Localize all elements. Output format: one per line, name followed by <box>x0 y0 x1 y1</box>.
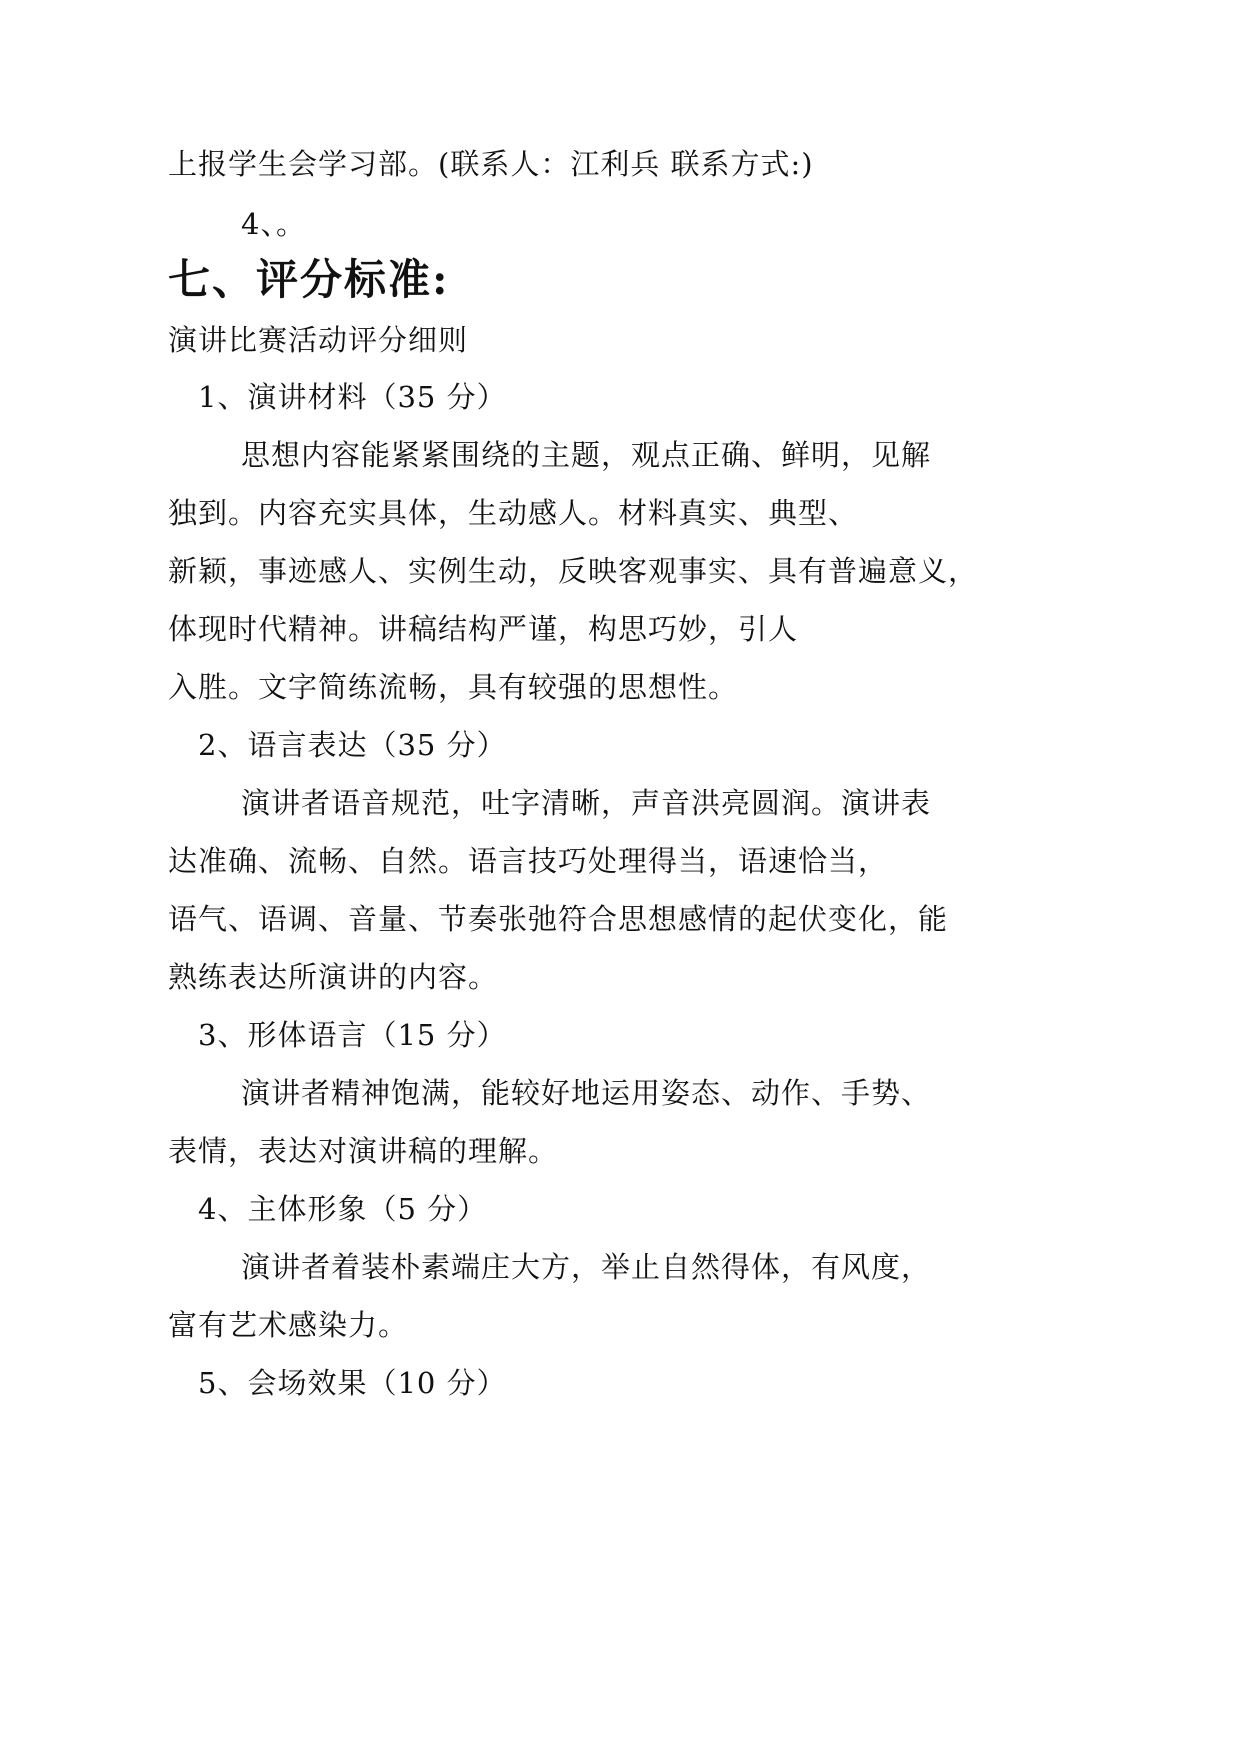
criterion-1-title: 1、演讲材料（35 分） <box>198 380 507 414</box>
criterion-2-title: 2、语言表达（35 分） <box>198 728 507 762</box>
criterion-4-text-line: 演讲者着装朴素端庄大方，举止自然得体，有风度， <box>241 1250 932 1284</box>
criterion-3-text-line: 表情，表达对演讲稿的理解。 <box>168 1134 559 1168</box>
report-line: 上报学生会学习部。(联系人：江利兵 联系方式:) <box>168 147 814 181</box>
section-heading: 七、评分标准: <box>168 255 450 304</box>
criterion-3-title: 3、形体语言（15 分） <box>198 1018 507 1052</box>
criterion-2-text-line: 语气、语调、音量、节奏张弛符合思想感情的起伏变化，能 <box>168 902 949 936</box>
criterion-1-text-line: 思想内容能紧紧围绕的主题，观点正确、鲜明，见解 <box>241 438 932 472</box>
item-4-line: 4、。 <box>241 207 306 241</box>
criterion-5-title: 5、会场效果（10 分） <box>198 1366 507 1400</box>
criterion-2-text-line: 达准确、流畅、自然。语言技巧处理得当，语速恰当， <box>168 844 889 878</box>
criterion-2-text-line: 演讲者语音规范，吐字清晰，声音洪亮圆润。演讲表 <box>241 786 932 820</box>
criterion-4-title: 4、主体形象（5 分） <box>198 1192 488 1226</box>
criterion-1-text-line: 体现时代精神。讲稿结构严谨，构思巧妙，引人 <box>168 612 799 646</box>
criterion-4-text-line: 富有艺术感染力。 <box>168 1308 409 1342</box>
criterion-1-text-line: 新颖，事迹感人、实例生动，反映客观事实、具有普遍意义， <box>168 554 979 588</box>
criterion-3-text-line: 演讲者精神饱满，能较好地运用姿态、动作、手势、 <box>241 1076 932 1110</box>
criterion-1-text-line: 入胜。文字简练流畅，具有较强的思想性。 <box>168 670 739 704</box>
criterion-2-text-line: 熟练表达所演讲的内容。 <box>168 960 499 994</box>
section-subtitle: 演讲比赛活动评分细则 <box>168 323 469 357</box>
criterion-1-text-line: 独到。内容充实具体，生动感人。材料真实、典型、 <box>168 496 859 530</box>
